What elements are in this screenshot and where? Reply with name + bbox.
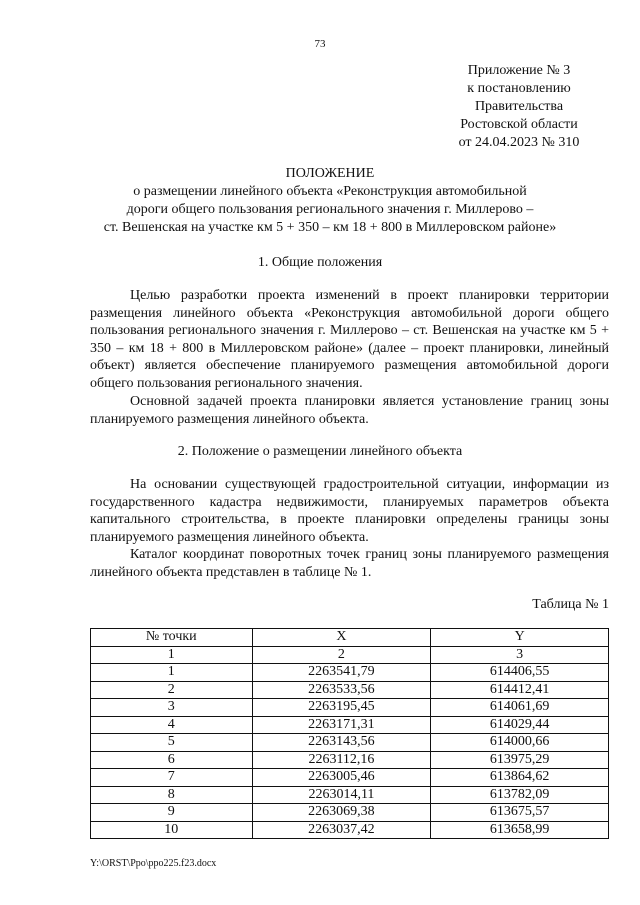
table-index-row: [91, 646, 609, 664]
page-number: 73: [314, 38, 326, 50]
table-cell: 2263171,31: [252, 716, 431, 734]
title-line: ст. Вешенская на участке км 5 + 350 – км 18 + 800 в Миллеровском районе»: [103, 220, 557, 235]
table-cell: 3: [91, 699, 253, 717]
title-heading: ПОЛОЖЕНИЕ: [285, 166, 375, 181]
table-cell: 8: [91, 786, 253, 804]
table-cell: 2263037,42: [252, 821, 431, 839]
paragraph-main-task: Основной задачей проекта планировки является установление границ зоны планируемого размещения линейного объекта.: [90, 394, 609, 427]
table-cell: 2263112,16: [252, 751, 431, 769]
table-cell: 614061,69: [431, 699, 609, 717]
table-cell: 7: [91, 769, 253, 787]
table-row: [91, 681, 609, 699]
table-cell: 613782,09: [431, 786, 609, 804]
table-cell: 9: [91, 804, 253, 822]
table-row: [91, 821, 609, 839]
table-row: [91, 786, 609, 804]
table-row: [91, 734, 609, 752]
table-header-row: [91, 629, 609, 647]
appendix-line: Приложение № 3: [467, 63, 571, 78]
table-cell: 2263541,79: [252, 664, 431, 682]
title-line: дороги общего пользования регионального значения г. Миллерово –: [126, 202, 534, 217]
table-cell: 613864,62: [431, 769, 609, 787]
table-cell: 3: [431, 646, 609, 664]
appendix-line: к постановлению: [467, 81, 571, 96]
table-cell: 614412,41: [431, 681, 609, 699]
appendix-block: [444, 62, 594, 152]
table-cell: 613675,57: [431, 804, 609, 822]
table-cell: 2263143,56: [252, 734, 431, 752]
table-cell: 4: [91, 716, 253, 734]
table-cell: 614406,55: [431, 664, 609, 682]
table-cell: 10: [91, 821, 253, 839]
table-cell: 2263005,46: [252, 769, 431, 787]
header-x: X: [252, 629, 431, 647]
table-row: [91, 751, 609, 769]
table-row: [91, 804, 609, 822]
table-row: [91, 699, 609, 717]
table-caption: Таблица № 1: [532, 597, 609, 612]
section-heading-placement: 2. Положение о размещении линейного объекта: [177, 444, 463, 459]
table-cell: 614000,66: [431, 734, 609, 752]
table-cell: 2263533,56: [252, 681, 431, 699]
table-row: [91, 769, 609, 787]
table-cell: 613975,29: [431, 751, 609, 769]
table-cell: 614029,44: [431, 716, 609, 734]
coordinates-table: [90, 628, 609, 839]
table-cell: 2: [91, 681, 253, 699]
table-cell: 2263195,45: [252, 699, 431, 717]
title-line: о размещении линейного объекта «Реконструкция автомобильной: [133, 184, 527, 199]
section-heading-general: 1. Общие положения: [257, 255, 383, 270]
header-y: Y: [431, 629, 609, 647]
table-cell: 1: [91, 664, 253, 682]
header-point: № точки: [91, 629, 253, 647]
table-row: [91, 664, 609, 682]
table-row: [91, 716, 609, 734]
table-cell: 5: [91, 734, 253, 752]
table-cell: 2263069,38: [252, 804, 431, 822]
paragraph-catalog: Каталог координат поворотных точек границ зоны планируемого размещения линейного объекта представлен в таблице № 1.: [90, 547, 609, 580]
file-path: Y:\ORST\Ppo\ppo225.f23.docx: [90, 858, 217, 869]
table-cell: 6: [91, 751, 253, 769]
table-cell: 2263014,11: [252, 786, 431, 804]
document-title: [60, 165, 600, 237]
paragraph-basis: На основании существующей градостроительной ситуации, информации из государственного кадастра недвижимости, планируемых параметров объекта капитального строительства, в проекте планировки определены границы зоны планируемого размещения линейного объекта.: [90, 477, 609, 545]
table-cell: 1: [91, 646, 253, 664]
appendix-line: Ростовской области: [460, 117, 578, 132]
table-cell: 613658,99: [431, 821, 609, 839]
appendix-line: Правительства: [474, 99, 564, 114]
paragraph-purpose: Целью разработки проекта изменений в проект планировки территории размещения линейного объекта «Реконструкция автомобильной дороги общего пользования регионального значения г. Миллерово – ст. Вешенская на участке км 5 + 350 – км 18 + 800 в Миллеровском районе» (далее – проект планировки, линейный объект) является обеспечение планируемого размещения автомобильной дороги общего пользования регионального значения.: [90, 288, 609, 391]
table-cell: 2: [252, 646, 431, 664]
appendix-line: от 24.04.2023 № 310: [458, 135, 580, 150]
